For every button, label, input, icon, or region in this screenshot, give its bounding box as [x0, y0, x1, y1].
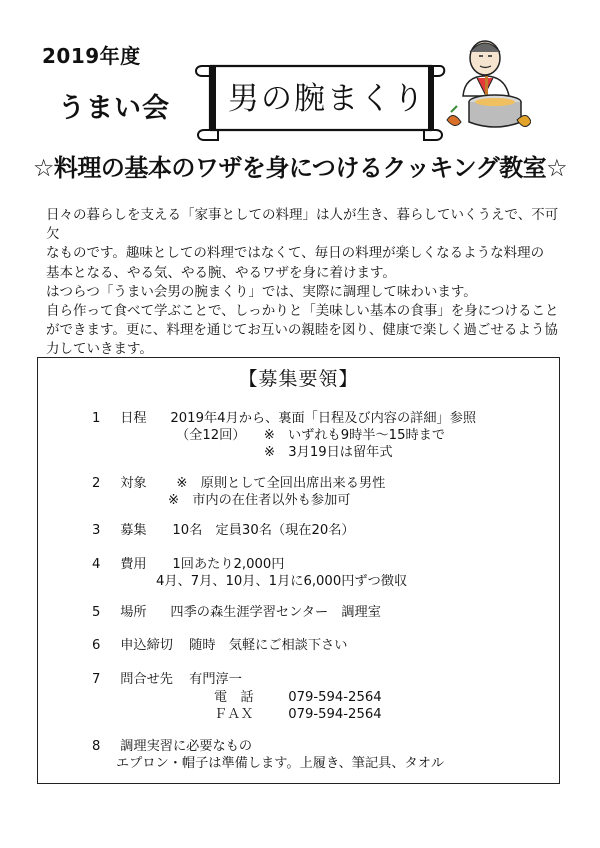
- schedule-count-text: （全12回）: [176, 428, 246, 443]
- item-label: 費用: [120, 557, 147, 572]
- fax-label: ＦＡＸ: [214, 707, 254, 722]
- intro-text: [46, 206, 566, 360]
- item-number: 3: [92, 523, 101, 538]
- item-number: 2: [92, 476, 101, 491]
- item-number: 1: [92, 411, 101, 426]
- event-year: 2019年度: [42, 44, 141, 68]
- item-label: 調理実習に必要なもの: [120, 739, 253, 754]
- item-number: 4: [92, 557, 101, 572]
- chef-illustration: [445, 36, 531, 140]
- item-text: 2019年4月から、裏面「日程及び内容の詳細」参照: [170, 411, 477, 426]
- target-note-1: ※ 原則として全回出席出来る男性: [176, 476, 386, 491]
- item-text: 10名 定員30名（現在20名）: [172, 523, 355, 538]
- item-place: [92, 604, 381, 621]
- phone-label: 電 話: [214, 690, 254, 705]
- event-title: 男の腕まくり: [228, 81, 426, 117]
- fax-number: 079-594-2564: [288, 707, 382, 722]
- item-text: 随時 気軽にご相談下さい: [189, 638, 348, 653]
- intro-line: 基本となる、やる気、やる腕、やるワザを身に着けます。: [46, 264, 396, 281]
- intro-line: ができます。更に、料理を通じてお互いの親睦を図り、健康で楽しく過ごせるよう協: [46, 322, 558, 339]
- schedule-count: [176, 427, 445, 444]
- fee-schedule: 4月、7月、10月、1月に6,000円ずつ徴収: [156, 574, 408, 589]
- contact-phone: [214, 689, 382, 706]
- intro-line: 日々の暮らしを支える「家事としての料理」は人が生き、暮らしていくうえで、不可欠: [46, 207, 559, 243]
- item-label: 問合せ先: [120, 672, 173, 687]
- organization-name: うまい会: [58, 93, 170, 124]
- intro-line: はつらつ「うまい会男の腕まくり」では、実際に調理して味わいます。: [46, 283, 477, 300]
- item-number: 8: [92, 739, 101, 754]
- item-number: 5: [92, 605, 101, 620]
- supplies-text: エプロン・帽子は準備します。上履き、筆記具、タオル: [116, 756, 445, 771]
- item-capacity: [92, 522, 355, 539]
- item-number: 7: [92, 672, 101, 687]
- item-label: 日程: [120, 411, 147, 426]
- item-text: 1回あたり2,000円: [172, 557, 285, 572]
- item-target: [92, 475, 385, 492]
- contact-fax: [214, 706, 382, 723]
- item-supplies: [92, 738, 252, 755]
- item-contact: [92, 671, 242, 688]
- phone-number: 079-594-2564: [288, 690, 382, 705]
- item-number: 6: [92, 638, 101, 653]
- intro-line: なものです。趣味としての料理ではなくて、毎日の料理が楽しくなるような料理の: [46, 245, 545, 262]
- schedule-note-2: ※ 3月19日は留年式: [264, 445, 393, 460]
- item-label: 対象: [120, 476, 147, 491]
- item-text: 四季の森生涯学習センター 調理室: [170, 605, 381, 620]
- headline: ☆料理の基本のワザを身につけるクッキング教室☆: [32, 154, 568, 182]
- schedule-note-1: ※ いずれも9時半～15時まで: [263, 428, 446, 443]
- item-label: 申込締切: [120, 638, 173, 653]
- intro-line: 自ら作って食べて学ぶことで、しっかりと「美味しい基本の食事」を身につけること: [46, 303, 559, 320]
- target-note-2: ※ 市内の在住者以外も参加可: [168, 493, 351, 508]
- item-deadline: [92, 637, 347, 654]
- item-schedule: [92, 410, 476, 427]
- intro-line: 力していきます。: [46, 341, 153, 358]
- item-label: 募集: [120, 523, 147, 538]
- contact-name: 有門淳一: [189, 672, 242, 687]
- item-label: 場所: [120, 605, 147, 620]
- recruitment-title: 【募集要領】: [238, 368, 359, 390]
- item-fee: [92, 556, 285, 573]
